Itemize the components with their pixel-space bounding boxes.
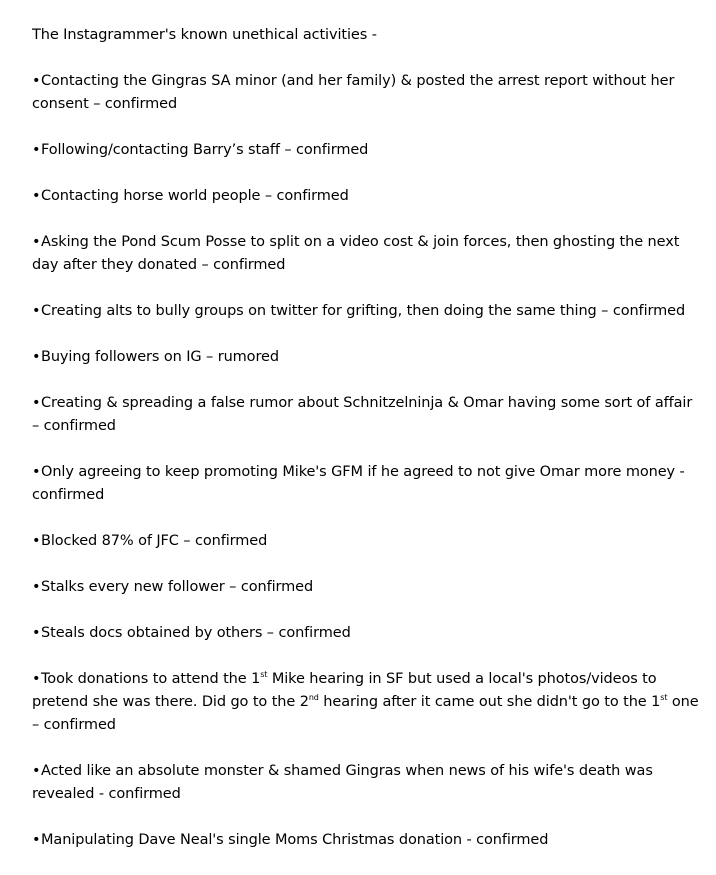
item-text: Blocked 87% of JFC – confirmed bbox=[41, 533, 268, 549]
bullet-marker: • bbox=[32, 234, 41, 250]
list-item bbox=[32, 392, 702, 438]
item-text: Asking the Pond Scum Posse to split on a video cost & join forces, then ghosting the next day after they donated – confirmed bbox=[32, 234, 680, 273]
bullet-marker: • bbox=[32, 73, 41, 89]
item-text: Took donations to attend the 1 bbox=[41, 671, 261, 687]
document-title: The Instagrammer's known unethical activities - bbox=[32, 27, 377, 43]
item-text: hearing after it came out she didn't go to the 1 bbox=[318, 694, 661, 710]
bullet-marker: • bbox=[32, 533, 41, 549]
bullet-marker: • bbox=[32, 188, 41, 204]
list-item bbox=[32, 530, 702, 553]
list-item bbox=[32, 829, 702, 852]
ordinal-suffix: st bbox=[260, 670, 268, 680]
bullet-marker: • bbox=[32, 763, 41, 779]
list-item bbox=[32, 346, 702, 369]
bullet-marker: • bbox=[32, 303, 41, 319]
bullet-marker: • bbox=[32, 349, 41, 365]
item-text: Following/contacting Barry’s staff – confirmed bbox=[41, 142, 369, 158]
list-item bbox=[32, 622, 702, 645]
item-text: Buying followers on IG – rumored bbox=[41, 349, 279, 365]
item-text: Only agreeing to keep promoting Mike's GFM if he agreed to not give Omar more money - confirmed bbox=[32, 464, 685, 503]
bullet-marker: • bbox=[32, 832, 41, 848]
item-text: Stalks every new follower – confirmed bbox=[41, 579, 314, 595]
list-item bbox=[32, 185, 702, 208]
list-item bbox=[32, 760, 702, 806]
item-text: Steals docs obtained by others – confirmed bbox=[41, 625, 351, 641]
bullet-marker: • bbox=[32, 625, 41, 641]
list-item bbox=[32, 576, 702, 599]
ordinal-suffix: st bbox=[660, 693, 668, 703]
bullet-marker: • bbox=[32, 395, 41, 411]
item-text: Acted like an absolute monster & shamed Gingras when news of his wife's death was revealed - confirmed bbox=[32, 763, 653, 802]
list-item bbox=[32, 461, 702, 507]
bullet-marker: • bbox=[32, 579, 41, 595]
list-item bbox=[32, 70, 702, 116]
item-text: Contacting horse world people – confirmed bbox=[41, 188, 349, 204]
item-text: Mike hearing in SF but used a local's photos/videos to pretend she was there. Did go to the 2 bbox=[32, 671, 657, 710]
list-item bbox=[32, 231, 702, 277]
item-text: one – confirmed bbox=[32, 694, 699, 733]
bullet-marker: • bbox=[32, 671, 41, 687]
bullet-marker: • bbox=[32, 142, 41, 158]
list-item bbox=[32, 300, 702, 323]
list-item bbox=[32, 139, 702, 162]
item-text: Creating & spreading a false rumor about Schnitzelninja & Omar having some sort of affair – confirmed bbox=[32, 395, 693, 434]
document-body bbox=[32, 24, 702, 875]
item-text: Contacting the Gingras SA minor (and her family) & posted the arrest report without her consent – confirmed bbox=[32, 73, 675, 112]
bullet-marker: • bbox=[32, 464, 41, 480]
item-text: Manipulating Dave Neal's single Moms Christmas donation - confirmed bbox=[41, 832, 549, 848]
item-text: Creating alts to bully groups on twitter for grifting, then doing the same thing – confirmed bbox=[41, 303, 686, 319]
list-item bbox=[32, 668, 702, 737]
activity-list bbox=[32, 70, 702, 852]
ordinal-suffix: nd bbox=[308, 693, 319, 703]
